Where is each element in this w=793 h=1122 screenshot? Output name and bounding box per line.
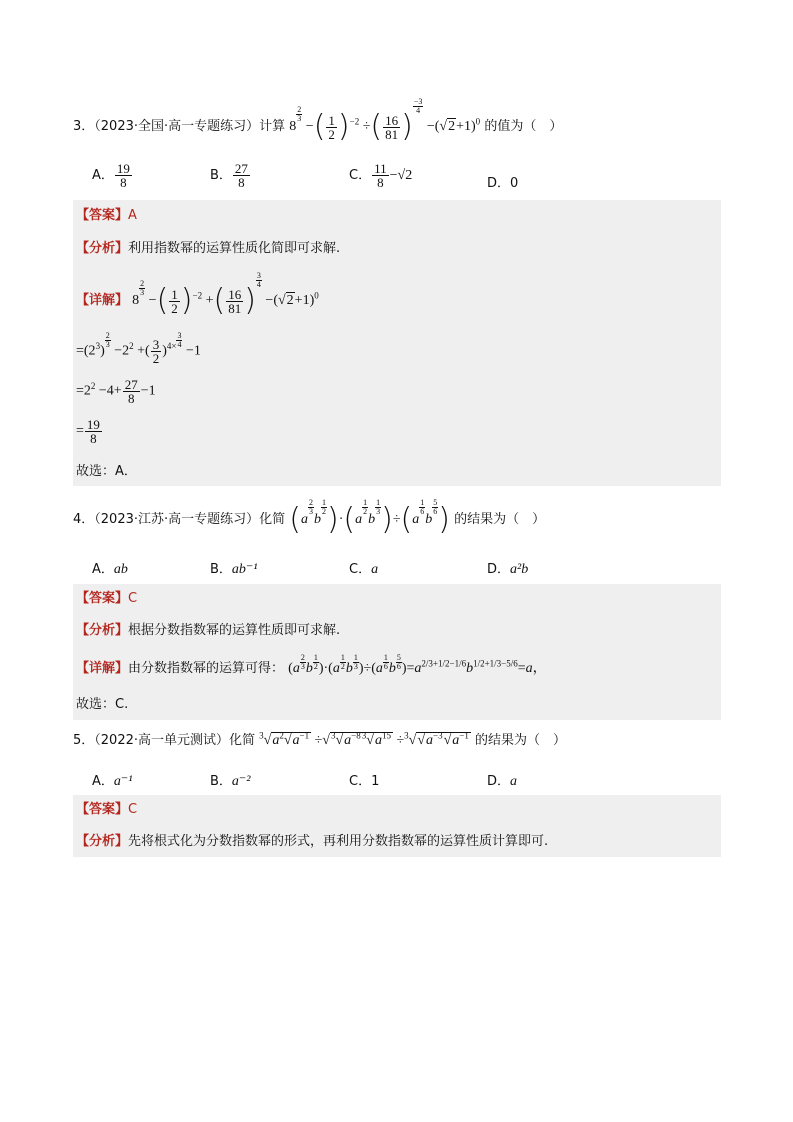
q3-detail: 【详解】 8 $\frac{2}{3}$ −( $\frac{1}{2}$ )$^{-2}$ +( $\frac{16}{81}$ ) $\frac{3}{4}$ $-(√2+1)^0$	[76, 271, 319, 318]
question-tail: 的结果为（ ）	[474, 733, 566, 748]
q4-conclusion: 故选：C.	[76, 697, 129, 712]
q5-option-a[interactable]: A．a⁻¹	[92, 774, 133, 789]
q3-answer: 【答案】A	[76, 208, 137, 223]
q3-detail-formula: 8 $\frac{2}{3}$ −( $\frac{1}{2}$ )$^{-2}$ +( $\frac{16}{81}$ ) $\frac{3}{4}$ $-(√2+1)^0$	[132, 271, 319, 318]
q3-option-b[interactable]: B． $\frac{27}{8}$	[210, 161, 248, 190]
q4-analysis: 【分析】根据分数指数幂的运算性质即可求解.	[76, 623, 341, 638]
question-number: 4．	[73, 512, 95, 528]
q4-solution-box	[73, 584, 721, 720]
q5-option-b[interactable]: B．a⁻²	[210, 774, 251, 789]
formula-q4: (a $\frac{2}{3}$ b $\frac{1}{2}$ )·(a $\frac{1}{2}$ b $\frac{1}{3}$ )÷(a $\frac{1}{6}$ b $\frac{5}{6}$ )	[289, 498, 450, 537]
question-lead: 化简	[259, 512, 286, 528]
question-source: （2023·江苏·高一专题练习）	[94, 512, 260, 528]
q4-option-b[interactable]: B．ab⁻¹	[210, 562, 258, 577]
q3-option-c[interactable]: C． $\frac{11}{8}$ −√2	[349, 161, 413, 190]
question-lead: 计算	[259, 119, 286, 135]
q3-step-1: $=(2^3)$ $\frac{2}{3}$ $-2^2$ +( $\frac{3}{2}$ )$^{4\times \frac{3}{4}}$ −1	[76, 331, 201, 366]
question-5-stem	[73, 732, 566, 750]
formula-q3: 8 $\frac{2}{3}$ −( $\frac{1}{2}$ )$^{-2}$ ÷( $\frac{16}{81}$ ) $\frac{-3}{4}$ $-(√2+1)^0$	[289, 97, 481, 144]
question-3-stem	[73, 97, 563, 144]
formula-q5: $^3√a^2√a^{-1} \div√^3√a^{-83}√a^{15} \div^3√√a^{-3}√a^{-1}$	[259, 730, 469, 748]
q5-answer: 【答案】C	[76, 802, 138, 817]
q4-option-d[interactable]: D．a²b	[487, 562, 529, 577]
q3-conclusion: 故选：A．	[76, 464, 137, 479]
q4-detail: 【详解】由分数指数幂的运算可得： (a $\frac{2}{3}$ b $\frac{1}{2}$ )·(a $\frac{1}{2}$ b $\frac{1}{3}$ )÷(a $\frac{1}{6}$ b $\frac{5}{6}$ )$=a^{2/3+1/2-1/6}b^{1/2+1/3-5/6}=a$，	[76, 653, 547, 676]
question-number: 5．	[73, 733, 95, 748]
q5-analysis: 【分析】先将根式化为分数指数幂的形式，再利用分数指数幂的运算性质计算即可.	[76, 834, 549, 849]
q3-option-d[interactable]: D．0	[487, 176, 519, 191]
question-tail: 的结果为（ ）	[454, 512, 546, 528]
q4-answer: 【答案】C	[76, 591, 138, 606]
q3-step-3: = $\frac{19}{8}$	[76, 417, 100, 446]
q3-analysis: 【分析】利用指数幂的运算性质化简即可求解.	[76, 241, 341, 256]
question-4-stem	[73, 498, 546, 537]
question-tail: 的值为（ ）	[484, 119, 563, 135]
question-lead: 化简	[229, 733, 256, 748]
q5-option-d[interactable]: D．a	[487, 774, 518, 789]
question-source: （2022·高一单元测试）	[94, 733, 229, 748]
q3-option-a[interactable]: A． $\frac{19}{8}$	[92, 161, 130, 190]
question-number: 3．	[73, 119, 95, 135]
q4-option-a[interactable]: A．ab	[92, 562, 128, 577]
q3-step-2: $=2^2 -4+$ $\frac{27}{8}$ −1	[76, 377, 156, 406]
q4-option-c[interactable]: C．a	[349, 562, 379, 577]
q4-detail-formula: (a $\frac{2}{3}$ b $\frac{1}{2}$ )·(a $\frac{1}{2}$ b $\frac{1}{3}$ )÷(a $\frac{1}{6}$ b $\frac{5}{6}$ )$=a^{2/3+1/2-1/6}b^{1/2+1/3-5/6}=a$，	[288, 653, 547, 676]
q5-option-c[interactable]: C．1	[349, 774, 380, 789]
question-source: （2023·全国·高一专题练习）	[94, 119, 260, 135]
